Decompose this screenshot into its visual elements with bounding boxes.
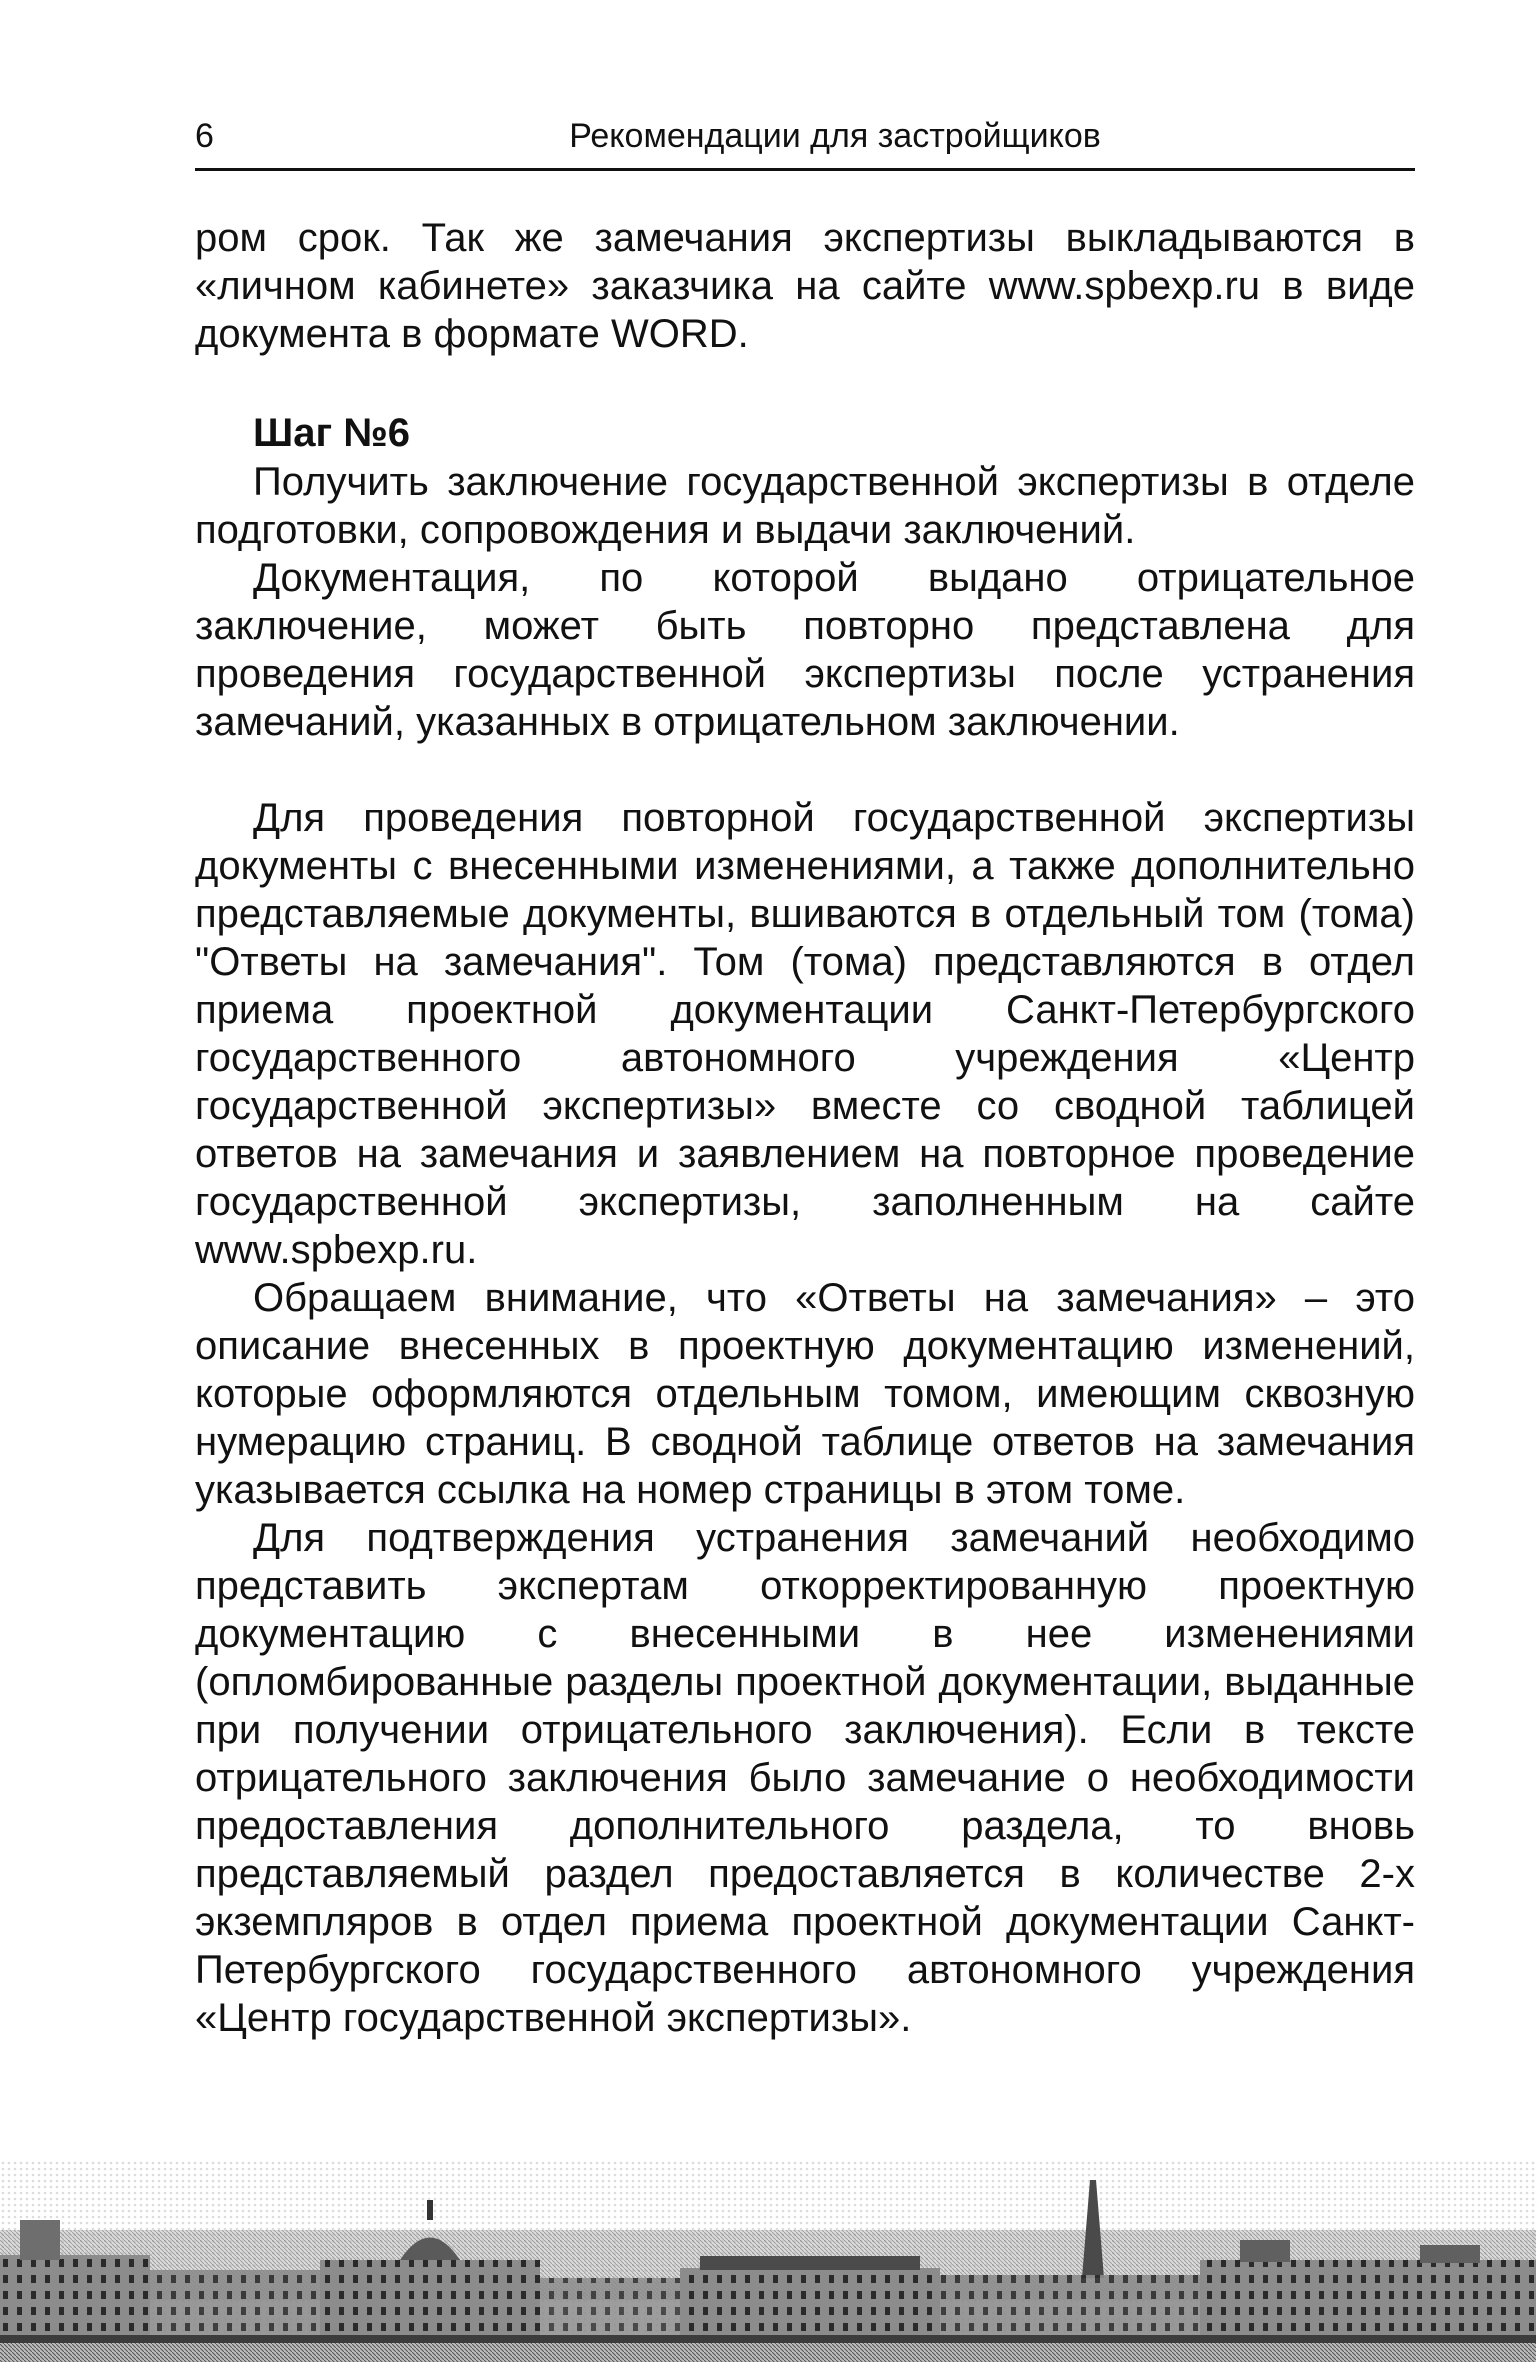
header-rule bbox=[195, 168, 1415, 171]
step-heading: Шаг №6 bbox=[253, 411, 411, 455]
paragraph: Документация, по которой выдано отрицательное заключение, может быть повторно представлена для проведения государственной экспертизы после устранения замечаний, указанных в отрицательном заключении. bbox=[195, 556, 1415, 744]
running-head bbox=[195, 112, 1415, 172]
city-skyline-image bbox=[0, 2160, 1536, 2362]
paragraph: Получить заключение государственной экспертизы в отделе подготовки, сопровождения и выдачи заключений. bbox=[195, 460, 1415, 552]
running-title: Рекомендации для застройщиков bbox=[569, 117, 1101, 155]
paragraph: Для подтверждения устранения замечаний необходимо представить экспертам откорректированную проектную документацию с внесенными в нее изменениями (опломбированные разделы проектной документации, выданные при получении отрицательного заключения). Если в тексте отрицательного заключения было замечание о необходимости предоставления дополнительного раздела, то вновь представляемый раздел предоставляется в количестве 2-х экземпляров в отдел приема проектной документации Санкт-Петербургского государственного автономного учреждения «Центр государственной экспертизы». bbox=[195, 1516, 1415, 2040]
paragraph-continuation: ром срок. Так же замечания экспертизы выкладываются в «личном кабинете» заказчика на сайте www.spbexp.ru в виде документа в формате WORD. bbox=[195, 216, 1415, 356]
body-text bbox=[195, 214, 1415, 2042]
paragraph: Обращаем внимание, что «Ответы на замечания» – это описание внесенных в проектную документацию изменений, которые оформляются отдельным томом, имеющим сквозную нумерацию страниц. В сводной таблице ответов на замечания указывается ссылка на номер страницы в этом томе. bbox=[195, 1276, 1415, 1512]
page-number: 6 bbox=[195, 117, 214, 155]
paragraph: Для проведения повторной государственной экспертизы документы с внесенными изменениями, а также дополнительно представляемые документы, вшиваются в отдельный том (тома) "Ответы на замечания". Том (тома) представляются в отдел приема проектной документации Санкт-Петербургского государственного автономного учреждения «Центр государственной экспертизы» вместе со сводной таблицей ответов на замечания и заявлением на повторное проведение государственной экспертизы, заполненным на сайте www.spbexp.ru. bbox=[195, 796, 1415, 1272]
